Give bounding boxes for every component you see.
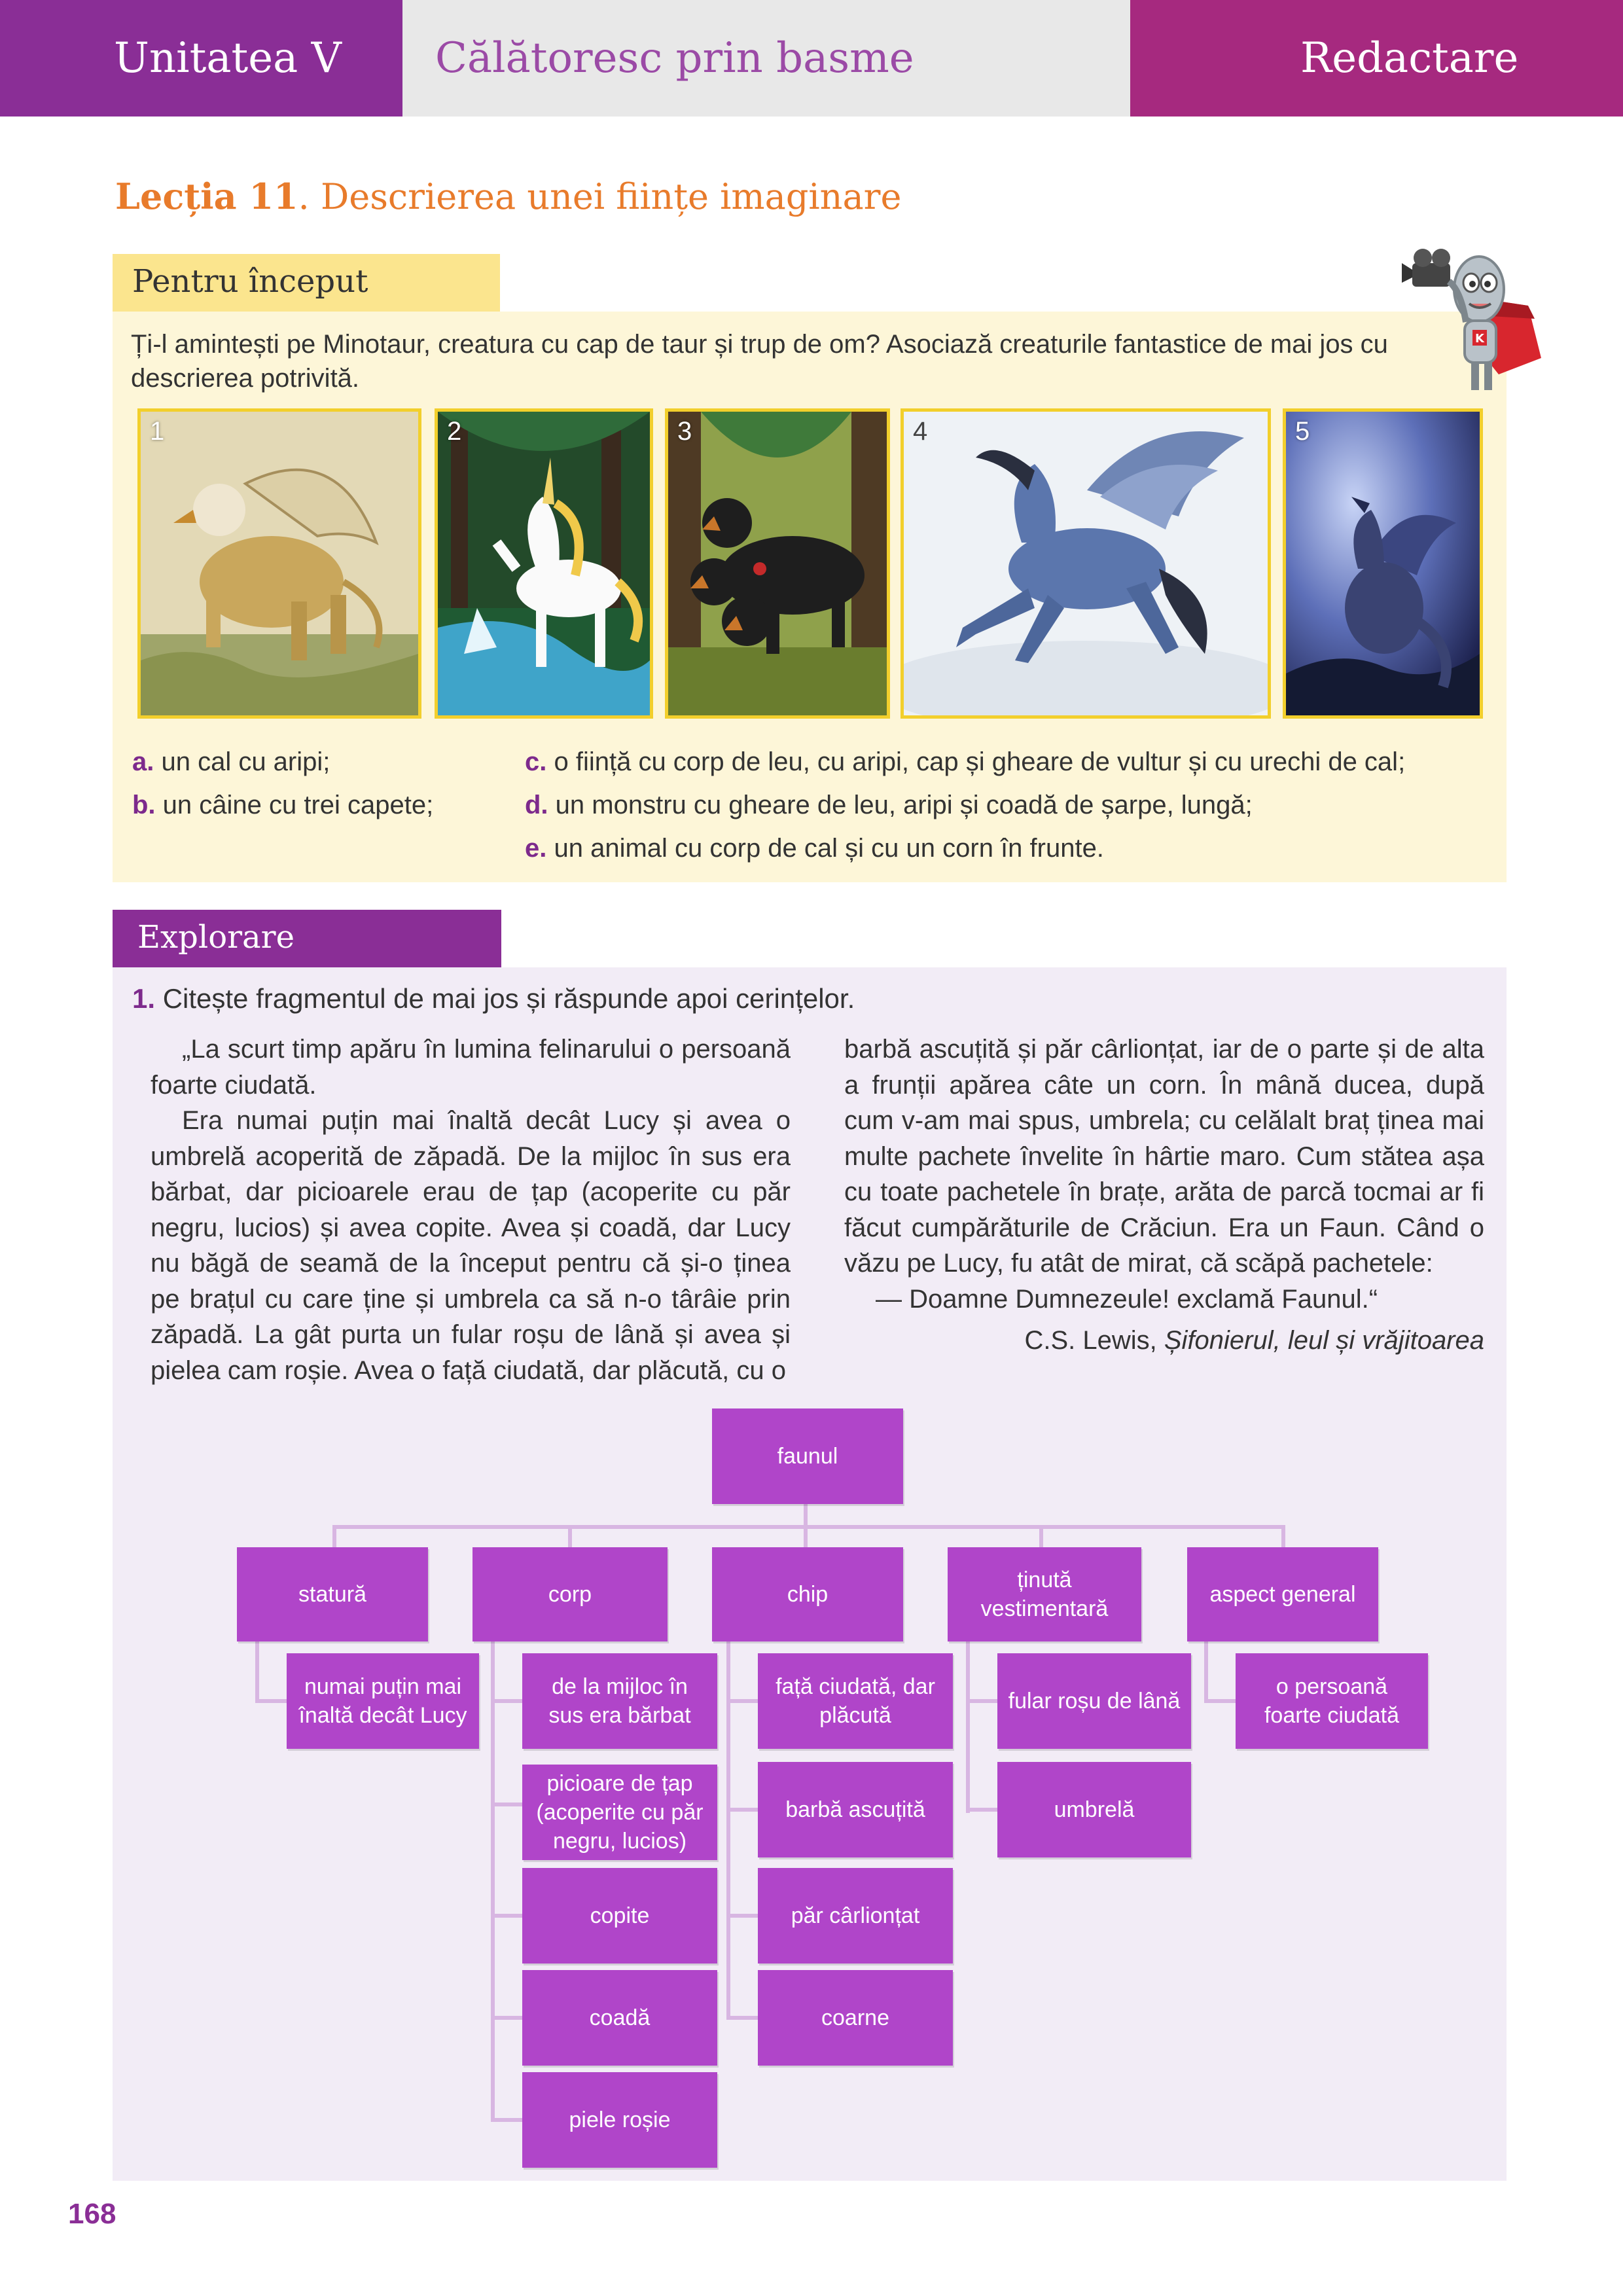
image-number: 3 xyxy=(677,417,692,446)
category-chip: chip xyxy=(712,1547,903,1641)
tinuta-item: fular roșu de lână xyxy=(997,1653,1191,1749)
lesson-name: . Descrierea unei ființe imaginare xyxy=(298,176,902,217)
option-c: c. o ființă cu corp de leu, cu aripi, cap și gheare de vultur și cu urechi de cal; xyxy=(525,747,1406,776)
source-title: Șifonierul, leul și vrăjitoarea xyxy=(1164,1326,1484,1355)
pegasus-image xyxy=(904,412,1268,715)
intro-tab-label: Pentru început xyxy=(132,263,368,300)
fragment-left-column xyxy=(151,1031,791,1388)
diagram-root: faunul xyxy=(712,1408,903,1504)
creature-image-5 xyxy=(1283,408,1483,719)
section-title: Redactare xyxy=(1300,34,1519,82)
corp-item: copite xyxy=(522,1868,717,1964)
page-number: 168 xyxy=(68,2198,116,2230)
section-banner xyxy=(1130,0,1623,117)
theme-banner xyxy=(402,0,1130,117)
task-number: 1. xyxy=(132,983,156,1014)
creature-image-4 xyxy=(901,408,1271,719)
lesson-label: Lecția 11 xyxy=(115,175,298,217)
option-b: b. un câine cu trei capete; xyxy=(132,791,434,819)
task-1 xyxy=(132,983,855,1014)
creature-image-3 xyxy=(665,408,890,719)
creature-image-2 xyxy=(435,408,653,719)
fragment-source xyxy=(844,1326,1484,1355)
aspect-item: o persoană foarte ciudată xyxy=(1236,1653,1428,1749)
unit-banner xyxy=(0,0,402,117)
chip-item: coarne xyxy=(758,1970,953,2066)
category-aspect: aspect general xyxy=(1187,1547,1378,1641)
image-number: 1 xyxy=(150,417,165,446)
theme-title: Călătoresc prin basme xyxy=(435,34,914,82)
corp-item: picioare de țap (acoperite cu păr negru, lucios) xyxy=(522,1765,717,1860)
chip-item: barbă ascuțită xyxy=(758,1762,953,1857)
fragment-paragraph: „La scurt timp apăru în lumina felinarului o persoană foarte ciudată. xyxy=(151,1035,791,1100)
statura-item: numai puțin mai înaltă decât Lucy xyxy=(287,1653,479,1749)
chip-item: păr cârlionțat xyxy=(758,1868,953,1964)
lesson-title xyxy=(115,175,901,217)
option-a: a. un cal cu aripi; xyxy=(132,747,330,776)
creature-image-1 xyxy=(137,408,421,719)
image-number: 5 xyxy=(1295,417,1310,446)
unit-title: Unitatea V xyxy=(114,34,342,82)
option-e: e. un animal cu corp de cal și cu un corn în frunte. xyxy=(525,834,1104,863)
task-text: Citește fragmentul de mai jos și răspunde apoi cerințelor. xyxy=(155,983,855,1014)
dragon-image xyxy=(1286,412,1480,715)
corp-item: de la mijloc în sus era bărbat xyxy=(522,1653,717,1749)
option-d: d. un monstru cu gheare de leu, aripi și coadă de șarpe, lungă; xyxy=(525,791,1253,819)
category-corp: corp xyxy=(473,1547,668,1641)
intro-tab xyxy=(113,254,500,312)
category-tinuta: ținută vestimentară xyxy=(948,1547,1141,1641)
intro-text: Ți-l amintești pe Minotaur, creatura cu cap de taur și trup de om? Asociază creaturile fantastice de mai jos cu descrierea potrivită. xyxy=(131,330,1388,393)
image-number: 4 xyxy=(913,417,928,446)
image-number: 2 xyxy=(447,417,462,446)
fragment-paragraph: — Doamne Dumnezeule! exclamă Faunul.“ xyxy=(876,1284,1378,1314)
chip-item: față ciudată, dar plăcută xyxy=(758,1653,953,1749)
fragment-paragraph: barbă ascuțită și păr cârlionțat, iar de o parte și de alta a frunții apărea câte un corn. În mână ducea, după cum v-am mai spus, umbrela; cu celălalt braț ținea mai multe pachete învelite în hârtie maro. Cum stătea așa cu toate pachetele în brațe, arăta de parcă tocmai ar fi făcut cumpărăturile de Crăciun. Era un Faun. Când o văzu pe Lucy, fu atât de mirat, că scăpă pachetele: xyxy=(844,1035,1484,1278)
fragment-paragraph: Era numai puțin mai înaltă decât Lucy și avea o umbrelă acoperită de zăpadă. De la mijloc în sus era bărbat, dar picioarele erau de țap (acoperite cu păr negru, lucios) și avea copite. Avea și coadă, dar Lucy nu băgă de seamă de la început pentru că și-o ținea pe brațul cu care ține și umbrela ca să n-o târâie prin zăpadă. La gât purta un fular roșu de lână și avea și pielea cam roșie. Avea o față ciudată, dar plăcută, cu o xyxy=(151,1106,791,1385)
three-headed-dog-image xyxy=(668,412,887,715)
unicorn-image xyxy=(438,412,650,715)
explore-tab-label: Explorare xyxy=(137,919,294,956)
corp-item: piele roșie xyxy=(522,2072,717,2168)
fragment-right-column xyxy=(844,1031,1484,1317)
corp-item: coadă xyxy=(522,1970,717,2066)
category-statura: statură xyxy=(237,1547,428,1641)
griffin-image xyxy=(141,412,418,715)
tinuta-item: umbrelă xyxy=(997,1762,1191,1857)
explore-tab xyxy=(113,910,501,967)
svg-text:K: K xyxy=(1475,332,1484,346)
source-author: C.S. Lewis, xyxy=(1024,1326,1164,1355)
